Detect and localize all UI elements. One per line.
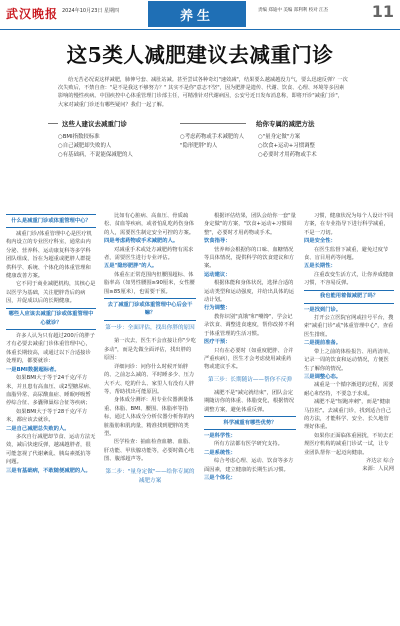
subheading: 一是BMI数据超标者。 bbox=[6, 366, 60, 373]
question-rule bbox=[204, 429, 296, 430]
paragraph: 多次自行减肥却节食、运动方法无效，减后快速反弹，越减越胖者，很可能忽视了代谢紊乱、胰岛素抵抗等问题。 bbox=[6, 433, 96, 466]
list-item: ○BMI指数较标准 bbox=[58, 134, 100, 140]
overview-top-rule bbox=[180, 123, 246, 124]
question-rule bbox=[304, 303, 394, 304]
paragraph: 第一次去，医生不会直接让你"少吃多动"，而是先做全面评估，找出胖的原因： bbox=[104, 338, 196, 362]
article-headline: 这5类人减肥建议去减重门诊 bbox=[66, 43, 334, 67]
overview-panel bbox=[48, 115, 358, 211]
overview-right-list bbox=[258, 133, 358, 160]
paragraph: 如果BMI大于等于24千克/平方米，并且患有高血压、或2型糖尿病、血脂异常、高尿酸血症、睡眠呼吸暂停综合征、多囊卵巢综合征等疾病； bbox=[6, 375, 95, 407]
source-credit: 来源：人民网 bbox=[362, 466, 394, 473]
paragraph: 根据体能和身体状况，选择合适的运动类型和运动强度，并给出具体的运动计划。 bbox=[204, 280, 295, 304]
paragraph: 比如有心脏病、高血压、骨质疏松、贫血等疾病，或者怕乱吃药伤身体的人，需要医生制定安全可控的方案。 bbox=[104, 213, 195, 236]
paragraph: 打开公立医院官网或挂号平台，搜索"减重门诊"或"体重管理中心"，查看医生排班。 bbox=[304, 315, 394, 338]
overview-middle-list bbox=[180, 133, 270, 151]
subheading: 运动建议： bbox=[204, 271, 231, 278]
paragraph: 只有在必要时（如重度肥胖、合并严重疾病），医生才会考虑使用减重药物或建议手术。 bbox=[204, 347, 294, 371]
list-item: ○饮食+运动+习惯调整 bbox=[258, 143, 315, 149]
subheading: 五是"隐形肥胖"的人。 bbox=[104, 263, 158, 270]
subheading: 四是安全性： bbox=[304, 238, 336, 245]
subheading: 三是个体化： bbox=[204, 474, 236, 481]
newspaper-logo: 武汉晚报 bbox=[6, 7, 59, 21]
subheading: 四是考虑药物或手术减肥的人。 bbox=[104, 238, 179, 245]
subheading: 二是自己减肥总失败的人。 bbox=[6, 425, 70, 432]
paragraph: 详细问诊：问你什么时候开始胖的、之前怎么减的、平时睡多少、压力大不大、吃的什么、家里人有没有人胖等，帮助找出可能原因。 bbox=[104, 363, 195, 395]
question-heading: 去了减重门诊或体重管理中心后会干嘛？ bbox=[107, 301, 193, 317]
step-heading: 第三步：长期随访——帮你不反弹 bbox=[208, 376, 292, 383]
paragraph: 教你识别"真饿"和"嘴馋"，学会记录饮食、调整进食速度，帮你改掉不利于体重管理的生活习惯。 bbox=[204, 313, 295, 337]
paragraph: 减重门诊/体重管理中心是医疗机构内设立的专业医疗科室，通常由内分泌、营养科、运动康复科等多学科团队组成，旨在为超重或肥胖人群提供科学、系统、个体化的体重管理和健康改善方案。 bbox=[6, 231, 92, 280]
question-rule bbox=[6, 214, 96, 215]
paragraph: 注重改变生活方式，让你养成健康习惯，不容易反弹。 bbox=[304, 271, 394, 287]
column-3 bbox=[204, 212, 296, 482]
dateline: 2024年10月23日 星期四 bbox=[62, 8, 120, 14]
list-item: ○考虑药物或手术减肥的人 bbox=[180, 134, 245, 140]
list-item: ○自己减肥却失败的人 bbox=[58, 143, 112, 149]
masthead bbox=[0, 0, 400, 30]
question-heading: 什么是减重门诊或体重管理中心？ bbox=[11, 217, 91, 224]
subheading: 一是找到门诊。 bbox=[304, 306, 342, 313]
paragraph: 在医生监督下减重，避免过度节食、盲目用药等问题。 bbox=[304, 246, 389, 262]
overview-right-title: 给你专属的减肥方法 bbox=[256, 120, 315, 128]
subheading: 二是系统性： bbox=[204, 449, 236, 456]
subheading: 饮食指导： bbox=[204, 238, 231, 245]
paragraph: 减肥不是"短跑冲刺"，而是"健康马拉松"。去减重门诊，找到适合自己的方法，才能科学、安全、长久地管理好体重。 bbox=[304, 399, 392, 431]
paragraph: 带上之前的体检报告、用药清单，记录一周的饮食和运动情况，方便医生了解你的情况。 bbox=[304, 348, 394, 372]
overview-left-list bbox=[58, 133, 178, 160]
paragraph: 身体成分测评：用专业仪器测量体重、体脂、BMI、腰围、体脂率等指标，通过人体成分分析仪器分析你的内脏脂肪和肌肉量，精准找到肥胖的类型。 bbox=[104, 397, 195, 437]
subheading: 医疗干预： bbox=[204, 339, 231, 346]
question-heading: 我也能用着做减肥了吗？ bbox=[319, 293, 379, 300]
subheading: 二是提前准备。 bbox=[304, 340, 342, 347]
paragraph: 体重在正常范围内但腰围超标、体脂率高（如男性腰围≥90厘米，女性腰围≥85厘米），也需要干预。 bbox=[104, 271, 195, 295]
question-rule bbox=[304, 290, 394, 291]
column-1 bbox=[6, 212, 96, 475]
paragraph: 减重是一个循序渐进的过程，需要耐心和坚持，不要急于求成。 bbox=[304, 382, 394, 397]
overview-left-title: 这些人建议去减重门诊 bbox=[62, 120, 127, 128]
overview-top-rule bbox=[48, 123, 58, 124]
list-item: ○必要时才用药物或手术 bbox=[258, 152, 317, 158]
paragraph: 许多人认为只有超过200斤的胖子才有必要去减重门诊体重管理中心，体重长期较高，或通过以下合适接诊处理的，都要就诊： bbox=[6, 333, 95, 365]
paragraph: 医学检查：抽血检查血糖、血脂、肝功能、甲状腺功能等，必要时做心电图、腹部超声等。 bbox=[104, 439, 195, 463]
paragraph: 如果你正面临体重困扰，不妨去正规医疗机构的减重门诊试一试，让专业团队帮你一起迈向健康。 bbox=[304, 432, 394, 456]
list-item: ○有基础病，不说能保减肥的人 bbox=[58, 152, 133, 158]
subheading: 一是科学性： bbox=[204, 432, 236, 439]
paragraph: 减肥不是"减完就结束"，团队会定期随访你的体重、体脂变化，根据情况调整方案，避免体重反弹。 bbox=[204, 389, 295, 413]
article-lead: 给无苦必况说这样减肥，肺伸号套、减肚站减。甚至尝试各种奇幻"速效减"，结果要么越减越没力气，要么迅速反弹？一次次失败后，不禁自查："是不是我这不够努力？" 其实不是你"意志不坚"，因为肥胖是遗传、代谢、饮食、心理、环境等多因素影响的慢性疾病。中国疾控中心体重管理门诊部主任，可精准针对代谢病因，公安号近日发布消息称，即将开诊"减重门诊"，大家对减重门诊还有哪些疑问？我们一起了解。 bbox=[58, 77, 348, 108]
question-rule bbox=[204, 416, 296, 417]
paragraph: 所有方法都有医学研究支持。 bbox=[214, 441, 283, 448]
question-rule bbox=[6, 227, 96, 228]
paragraph: 营养师会根据你的口味、血糖情况等具体情况，提供科学的饮食建议和方案。 bbox=[204, 246, 295, 270]
question-rule bbox=[104, 298, 196, 299]
subheading: 五是长期性： bbox=[304, 263, 336, 270]
paragraph: 综合考虑心理、运动、饮食等多方面因素，建立健康的长期生活习惯。 bbox=[204, 458, 294, 473]
column-2 bbox=[104, 212, 196, 490]
author-credit: 齐达宗 综合 bbox=[365, 457, 394, 464]
subheading: 三是调整心态。 bbox=[304, 373, 342, 380]
section-banner bbox=[148, 1, 246, 27]
question-rule bbox=[6, 308, 96, 309]
subheading: 三是有基础病，不敢随便减肥的人。 bbox=[6, 467, 91, 474]
section-title: 养生 bbox=[179, 9, 214, 24]
page-number: 11 bbox=[371, 2, 394, 21]
paragraph: 根据评估结果，团队会给你一套"量身定做"的方案，"饮食+运动+习惯调整"，必要时才用药物或手术。 bbox=[204, 213, 296, 236]
question-rule bbox=[6, 329, 96, 330]
editor-credits: 责编 郑迪中 美编 郑利利 校对 江杰 bbox=[258, 8, 329, 13]
paragraph: 如果BMI大于等于28千克/平方米，都应该去就诊。 bbox=[6, 408, 88, 424]
step-heading: 第二步："量身定做"——给你专属的减肥方案 bbox=[105, 468, 195, 484]
question-heading: 科学减重有哪些优势？ bbox=[223, 419, 277, 426]
question-heading: 哪些人应该去减重门诊或体重管理中心就诊？ bbox=[8, 311, 94, 326]
paragraph: 它不同于商业减肥机构，其核心是以医学为基础，关注肥胖背后的病因，并促成以后的长期健康。 bbox=[6, 281, 96, 305]
paragraph: 习惯，健康状况为每个人设计不同方案，在专业指导下进行科学减重，不是一刀切。 bbox=[304, 213, 394, 236]
list-item: ○"量身定做"方案 bbox=[258, 134, 301, 140]
masthead-divider bbox=[0, 29, 400, 30]
paragraph: 对减重手术或处方减肥药物有需求者，需要医生进行专业评估。 bbox=[104, 246, 194, 262]
list-item: "隐形肥胖"的人 bbox=[180, 143, 218, 149]
step-heading: 第一步：全面评估，找出你胖的原因 bbox=[105, 325, 195, 332]
column-4 bbox=[304, 212, 394, 474]
subheading: 行为调整： bbox=[204, 305, 231, 312]
question-rule bbox=[104, 320, 196, 321]
